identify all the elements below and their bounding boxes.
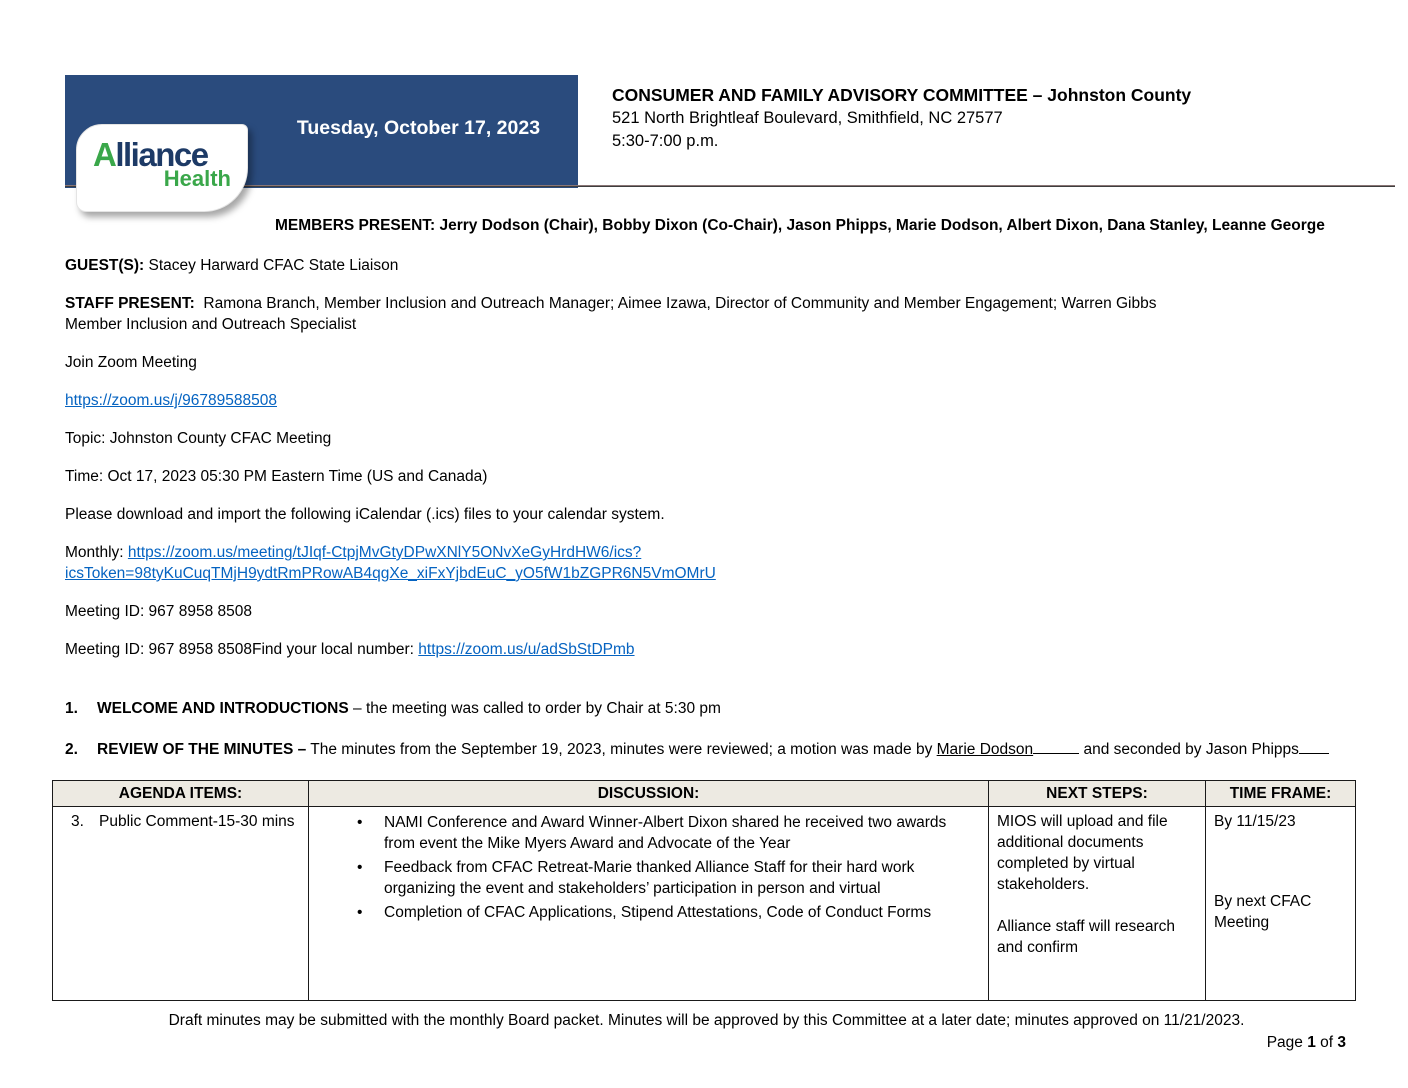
minutes-table — [52, 780, 1356, 1001]
next-step: MIOS will upload and file additional documents completed by virtual stakeholders. — [997, 813, 1168, 893]
monthly-link-line — [65, 542, 1185, 584]
page-number — [65, 1032, 1348, 1053]
agenda-item-review-minutes — [65, 739, 1337, 760]
discussion-bullet: • Feedback from CFAC Retreat-Marie thanked Alliance Staff for their hard work organizing the event and stakeholders’ participation in person and virtual — [315, 857, 982, 899]
logo-subname: Health — [163, 166, 231, 191]
table-header-row — [53, 781, 1356, 807]
agenda-cell — [53, 807, 309, 1001]
column-header-next-steps: NEXT STEPS: — [989, 781, 1206, 807]
item-detail: The minutes from the September 19, 2023, minutes were reviewed; a motion was made by — [306, 741, 937, 758]
page-total: 3 — [1337, 1034, 1346, 1051]
join-zoom-line: Join Zoom Meeting — [65, 354, 197, 371]
guests-paragraph — [65, 255, 1348, 276]
next-steps-list — [995, 811, 1199, 958]
zoom-join-link[interactable]: https://zoom.us/j/96789588508 — [65, 392, 277, 409]
motion-by-blank-line — [1033, 739, 1079, 754]
time-frame: By next CFAC Meeting — [1214, 893, 1312, 931]
local-number-link[interactable]: https://zoom.us/u/adSbStDPmb — [418, 641, 635, 658]
item-detail: – the meeting was called to order by Chair at 5:30 pm — [348, 700, 721, 717]
document-body — [65, 215, 1348, 1053]
motion-by-name: Marie Dodson — [936, 741, 1034, 758]
time-frame-cell — [1206, 807, 1356, 1001]
meeting-id-local-line — [65, 639, 1348, 660]
seconded-by-blank-line — [1299, 739, 1329, 754]
next-steps-cell — [989, 807, 1206, 1001]
item-text — [97, 698, 1337, 719]
meeting-address: 521 North Brightleaf Boulevard, Smithfield, NC 27577 — [612, 109, 1003, 127]
staff-present-names: Ramona Branch, Member Inclusion and Outreach Manager; Aimee Izawa, Director of Community and Member Engagement; Warren Gibbs Member Inclusion and Outreach Specialist — [65, 295, 1157, 333]
discussion-bullet: • Completion of CFAC Applications, Stipend Attestations, Code of Conduct Forms — [315, 902, 982, 923]
agenda-item-text: Public Comment-15-30 mins — [99, 813, 295, 830]
meeting-time-range: 5:30-7:00 p.m. — [612, 132, 719, 150]
monthly-label: Monthly: — [65, 544, 124, 561]
members-present-paragraph — [275, 215, 1348, 236]
item-number: 1. — [65, 700, 78, 717]
seconded-by-name: Jason Phipps — [1205, 741, 1299, 758]
document-header — [0, 0, 1408, 215]
column-header-time-frame: TIME FRAME: — [1206, 781, 1356, 807]
page-word: Page — [1266, 1034, 1308, 1051]
meeting-date: Tuesday, October 17, 2023 — [296, 117, 541, 139]
column-header-discussion: DISCUSSION: — [309, 781, 989, 807]
item-title: REVIEW OF THE MINUTES – — [97, 741, 307, 758]
header-meeting-info — [612, 83, 1357, 153]
staff-present-label: STAFF PRESENT: — [65, 295, 195, 312]
item-text — [97, 739, 1337, 760]
topic-line: Topic: Johnston County CFAC Meeting — [65, 430, 332, 447]
discussion-bullet: • NAMI Conference and Award Winner-Albert Dixon shared he received two awards from event the Mike Myers Award and Advocate of the Year — [315, 812, 982, 854]
agenda-item-welcome — [65, 698, 1337, 719]
alliance-health-logo — [76, 124, 248, 212]
discussion-bullet-list — [315, 812, 982, 923]
staff-present-paragraph — [65, 293, 1215, 335]
icalendar-note-line: Please download and import the following iCalendar (.ics) files to your calendar system. — [65, 506, 665, 523]
guests-label: GUEST(S): — [65, 257, 145, 274]
page-current: 1 — [1307, 1034, 1316, 1051]
time-frame-list — [1212, 811, 1349, 933]
table-row — [53, 807, 1356, 1001]
logo-accent-letter: A — [93, 136, 116, 173]
item-detail-mid: and seconded by — [1079, 741, 1206, 758]
time-line: Time: Oct 17, 2023 05:30 PM Eastern Time (US and Canada) — [65, 468, 488, 485]
header-divider — [65, 185, 1395, 187]
time-frame: By 11/15/23 — [1214, 813, 1296, 830]
monthly-ics-link[interactable]: https://zoom.us/meeting/tJIqf-CtpjMvGtyDPwXNlY5ONvXeGyHrdHW6/ics?icsToken=98tyKuCuqTMjH9ydtRmPRowAB4qgXe_xiFxYjbdEuC_yO5fW1bZGPR6N5VmOMrU — [65, 544, 716, 582]
page-of-word: of — [1315, 1034, 1338, 1051]
join-link-line — [65, 390, 1348, 411]
committee-title: CONSUMER AND FAMILY ADVISORY COMMITTEE – Johnston County — [612, 85, 1192, 105]
members-present-label: MEMBERS PRESENT: — [275, 217, 436, 234]
guests-names: Stacey Harward CFAC State Liaison — [148, 257, 399, 274]
next-step: Alliance staff will research and confirm — [997, 918, 1176, 956]
discussion-cell — [309, 807, 989, 1001]
item-title: WELCOME AND INTRODUCTIONS — [97, 700, 349, 717]
meeting-id-line: Meeting ID: 967 8958 8508 — [65, 603, 252, 620]
members-present-names: Jerry Dodson (Chair), Bobby Dixon (Co-Chair), Jason Phipps, Marie Dodson, Albert Dixon, Dana Stanley, Leanne George — [439, 217, 1325, 234]
agenda-item-number: 3. — [71, 813, 84, 830]
logo-name-rest: lliance — [115, 136, 208, 173]
column-header-agenda-items: AGENDA ITEMS: — [53, 781, 309, 807]
draft-minutes-note: Draft minutes may be submitted with the monthly Board packet. Minutes will be approved by this Committee at a later date; minutes approved on 11/21/2023. — [168, 1012, 1245, 1029]
meeting-id-local-prefix: Meeting ID: 967 8958 8508Find your local number: — [65, 641, 414, 658]
item-number: 2. — [65, 741, 78, 758]
